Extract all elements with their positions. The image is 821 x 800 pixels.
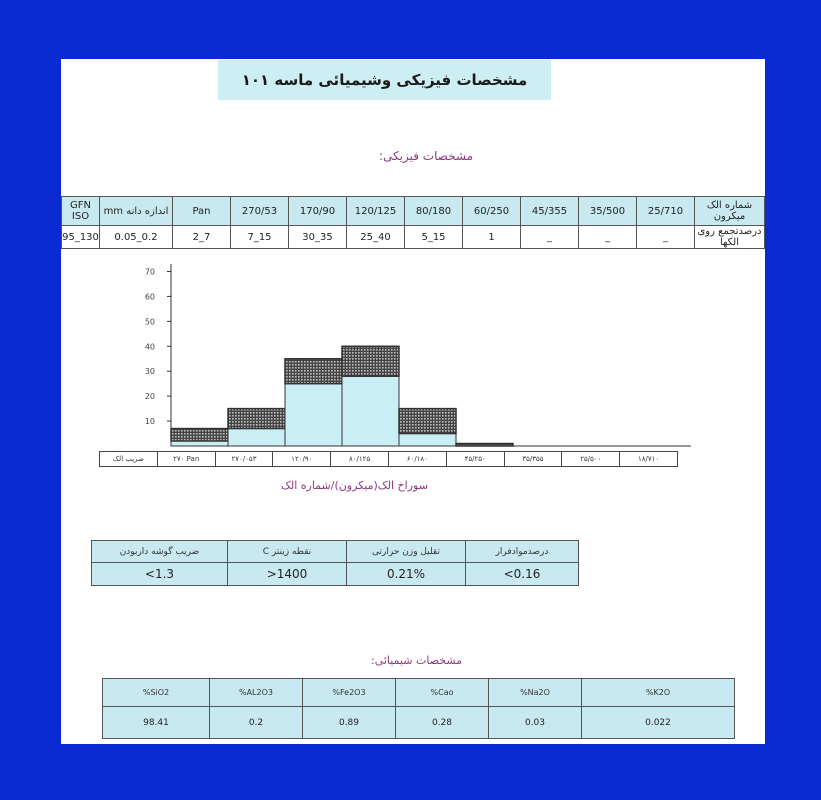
chemical-value-cell: 0.89 xyxy=(303,707,396,739)
sieve-header-cell: 45/355 xyxy=(521,197,579,226)
thermal-table xyxy=(91,540,579,586)
chart-category-label: ۴۵/۲۵۰ xyxy=(446,452,504,466)
sieve-value-cell: 30_35 xyxy=(289,226,347,249)
document-page xyxy=(61,59,765,744)
chart-category-label: ۱۲۰/۹۰ xyxy=(272,452,330,466)
sieve-value-cell: 5_15 xyxy=(405,226,463,249)
chart-category-label: ۲۷۰ Pan xyxy=(157,452,215,466)
chart-category-label: ۲۷۰/۰۵۳ xyxy=(215,452,273,466)
chemical-header-cell: %Cao xyxy=(396,679,489,707)
chart-y-tick-label: 20 xyxy=(144,392,155,402)
chart-bars xyxy=(171,346,513,446)
sieve-value-cell: 2_7 xyxy=(173,226,231,249)
sieve-value-cell: 1 xyxy=(463,226,521,249)
chart-bar xyxy=(171,429,228,446)
chart-y-tick-label: 70 xyxy=(144,267,155,277)
chart-bar-range xyxy=(228,409,285,429)
chart-bar-range xyxy=(342,346,399,376)
sieve-header-cell: Pan xyxy=(173,197,231,226)
chart-y-tick-label: 50 xyxy=(144,317,155,327)
chart-y-tick-label: 60 xyxy=(144,292,155,302)
chart-bar-base xyxy=(399,434,456,446)
chemical-value-cell: 98.41 xyxy=(103,707,210,739)
chemical-header-cell: %Fe2O3 xyxy=(303,679,396,707)
sieve-header-cell: 35/500 xyxy=(579,197,637,226)
thermal-value-cell: >1400 xyxy=(228,563,347,586)
chemical-value-row xyxy=(103,707,735,739)
sieve-header-cell: 80/180 xyxy=(405,197,463,226)
sieve-value-cell: 0.05_0.2 xyxy=(100,226,173,249)
chart-y-tick-label: 40 xyxy=(144,342,155,352)
chart-category-label: ضریب الک xyxy=(112,455,144,463)
chart-bar-range xyxy=(399,409,456,434)
chemical-table xyxy=(102,678,735,739)
chart-bar xyxy=(456,444,513,446)
thermal-header-cell: درصدموادفرار xyxy=(466,541,579,563)
chemical-value-cell: 0.2 xyxy=(210,707,303,739)
sieve-table xyxy=(61,196,765,249)
chemical-header-cell: %Na2O xyxy=(489,679,582,707)
physical-section-title: مشخصات فیزیکی: xyxy=(379,149,474,163)
chart-bar-range xyxy=(171,429,228,441)
chart-category-labels xyxy=(99,451,678,467)
chart-bar-base xyxy=(285,384,342,446)
sieve-header-cell: اندازه دانه mm xyxy=(100,197,173,226)
chemical-value-cell: 0.03 xyxy=(489,707,582,739)
thermal-header-row xyxy=(92,541,579,563)
sieve-value-cell: _ xyxy=(521,226,579,249)
chart-category-label: ۲۵/۵۰۰ xyxy=(561,452,619,466)
sieve-distribution-chart xyxy=(91,259,711,449)
chart-category-label: ۶۰/۱۸۰ xyxy=(388,452,446,466)
chemical-header-cell: %SiO2 xyxy=(103,679,210,707)
chart-bar xyxy=(285,359,342,446)
sieve-header-cell: شماره الک میکرون xyxy=(695,197,765,226)
sieve-value-cell: درصدتجمع روی الکها xyxy=(695,226,765,249)
sieve-value-row xyxy=(62,226,765,249)
thermal-value-cell: <0.16 xyxy=(466,563,579,586)
thermal-header-cell: نقطه زینتر C xyxy=(228,541,347,563)
sieve-value-cell: 25_40 xyxy=(347,226,405,249)
sieve-value-cell: _ xyxy=(579,226,637,249)
chemical-header-cell: %AL2O3 xyxy=(210,679,303,707)
chart-x-axis-title: سوراخ الک(میکرون)/شماره الک xyxy=(281,479,428,492)
chart-bar xyxy=(342,346,399,446)
sieve-value-cell: 95_130 xyxy=(62,226,100,249)
chart-bar-base xyxy=(228,429,285,446)
sieve-header-cell: 60/250 xyxy=(463,197,521,226)
chart-category-label: ۱۸/۷۱۰ xyxy=(619,452,677,466)
chart-bar xyxy=(399,409,456,446)
sieve-value-cell: _ xyxy=(637,226,695,249)
sieve-header-row xyxy=(62,197,765,226)
chart-bar xyxy=(228,409,285,446)
sieve-header-cell: 25/710 xyxy=(637,197,695,226)
sieve-header-cell: 170/90 xyxy=(289,197,347,226)
sieve-header-cell: 120/125 xyxy=(347,197,405,226)
chart-bar-range xyxy=(456,444,513,446)
page-title: مشخصات فیزیکی وشیمیائی ماسه ۱۰۱ xyxy=(218,60,551,100)
chemical-header-row xyxy=(103,679,735,707)
chart-category-label: ۳۵/۳۵۵ xyxy=(504,452,562,466)
sieve-header-cell: 270/53 xyxy=(231,197,289,226)
sieve-header-cell: GFN ISO xyxy=(62,197,100,226)
thermal-header-cell: تقلیل وزن حرارتی xyxy=(347,541,466,563)
chart-bar-range xyxy=(285,359,342,384)
chemical-section-title: مشخصات شیمیائی: xyxy=(371,654,463,667)
chemical-header-cell: %K2O xyxy=(582,679,735,707)
chart-y-tick-label: 30 xyxy=(144,367,155,377)
chemical-value-cell: 0.28 xyxy=(396,707,489,739)
chemical-value-cell: 0.022 xyxy=(582,707,735,739)
thermal-value-cell: <1.3 xyxy=(92,563,228,586)
thermal-header-cell: ضریب گوشه داربودن xyxy=(92,541,228,563)
thermal-value-row xyxy=(92,563,579,586)
chart-y-tick-label: 10 xyxy=(144,417,155,427)
chart-bar-base xyxy=(342,376,399,446)
chart-category-label: ۸۰/۱۲۵ xyxy=(330,452,388,466)
thermal-value-cell: 0.21% xyxy=(347,563,466,586)
sieve-value-cell: 7_15 xyxy=(231,226,289,249)
